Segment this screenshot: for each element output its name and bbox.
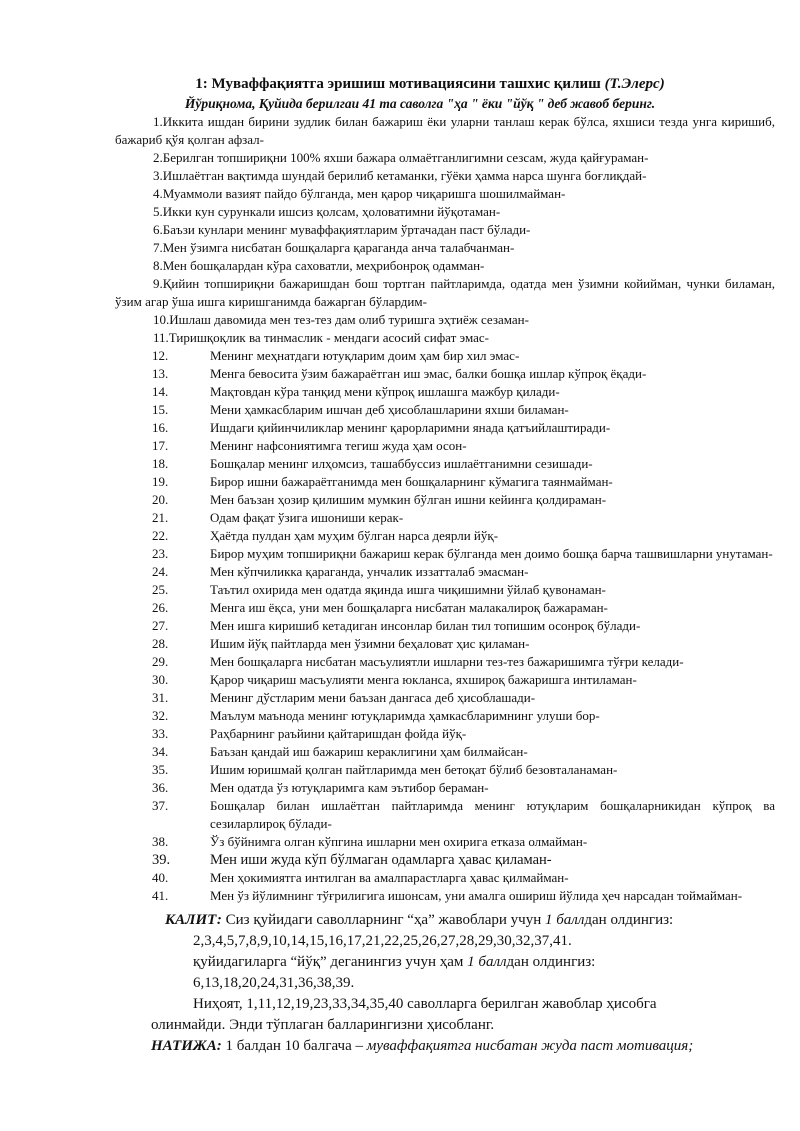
question-item <box>115 257 775 275</box>
question-item <box>115 167 775 185</box>
result-description: муваффақиятга нисбатан жуда паст мотивация; <box>366 1038 694 1054</box>
question-item <box>115 635 775 653</box>
question-text: Маълум маънода менинг ютуқларимда ҳамкасбларимнинг улуши бор- <box>210 708 600 723</box>
question-text: Раҳбарнинг раъйини қайтаришдан фойда йўқ- <box>210 726 467 741</box>
question-text: Ишлаш давомида мен тез-тез дам олиб туришга эҳтиёж сезаман- <box>169 312 529 327</box>
question-text: Менинг меҳнатдаги ютуқларим доим ҳам бир хил эмас- <box>210 348 520 363</box>
question-text: Мен ўзимга нисбатан бошқаларга қараганда анча талабчанман- <box>162 240 515 255</box>
question-number: 26. <box>152 600 169 615</box>
question-text: Бирор ишни бажараётганимда мен бошқаларнинг кўмагига таянмайман- <box>210 474 613 489</box>
question-text: Бирор муҳим топшириқни бажариш керак бўлганда мен доимо бошқа барча ташвишларни унутаман- <box>210 546 773 561</box>
question-item <box>115 743 775 761</box>
question-item <box>115 347 775 365</box>
question-item <box>115 851 775 869</box>
question-number: 7. <box>153 240 163 255</box>
key-line-3-tail: дан олдингиз: <box>506 954 596 970</box>
question-number: 27. <box>152 618 169 633</box>
question-number: 41. <box>152 888 169 903</box>
question-number: 24. <box>152 564 169 579</box>
question-text: Баъзи кунлари менинг муваффақиятларим ўртачадан паст бўлади- <box>162 222 531 237</box>
question-text: Мен одатда ўз ютуқларимга кам эътибор бераман- <box>210 780 489 795</box>
question-item <box>115 437 775 455</box>
question-item <box>115 707 775 725</box>
question-number: 18. <box>152 456 169 471</box>
question-text: Ўз бўйнимга олган кўпгина ишларни мен охирига етказа олмайман- <box>210 834 588 849</box>
question-item <box>115 311 775 329</box>
question-number: 16. <box>152 420 169 435</box>
question-text: Ишлаётган вақтимда шундай берилиб кетаманки, гўёки ҳамма нарса шунга боғлиқдай- <box>162 168 647 183</box>
key-line-1-score: 1 балл <box>545 912 585 928</box>
question-item <box>115 833 775 851</box>
question-number: 39. <box>152 852 171 868</box>
question-item <box>115 527 775 545</box>
key-line-3 <box>115 952 775 973</box>
question-list <box>115 113 775 905</box>
question-number: 31. <box>152 690 169 705</box>
key-line-1 <box>115 910 775 931</box>
question-item <box>115 563 775 581</box>
question-item <box>115 473 775 491</box>
question-text: Мен кўпчиликка қараганда, унчалик иззатталаб эмасман- <box>210 564 529 579</box>
question-number: 37. <box>152 798 169 813</box>
question-text: Мақтовдан кўра танқид мени кўпроқ ишлашга мажбур қилади- <box>210 384 560 399</box>
question-text: Иккита ишдан бирини зудлик билан бажариш ёки уларни танлаш керак бўлса, яхшиси тезда унга киришиб, бажариб қўя қолган афзал- <box>115 114 775 147</box>
question-text: Ҳаётда пулдан ҳам муҳим бўлган нарса деярли йўқ- <box>210 528 499 543</box>
question-text: Бошқалар билан ишлаётган пайтларимда менинг ютуқларим бошқаларникидан кўпроқ ва сезиларлироқ бўлади- <box>210 798 775 831</box>
key-line-1-tail: дан олдингиз: <box>584 912 674 928</box>
question-number: 30. <box>152 672 169 687</box>
question-number: 15. <box>152 402 169 417</box>
question-item <box>115 275 775 311</box>
question-item <box>115 545 775 563</box>
document-title <box>150 74 710 94</box>
question-text: Мен бошқалардан кўра саховатли, меҳрибонроқ одамман- <box>162 258 485 273</box>
question-item <box>115 797 775 833</box>
question-item <box>115 113 775 149</box>
question-number: 29. <box>152 654 169 669</box>
question-text: Ишим йўқ пайтларда мен ўзимни беҳаловат ҳис қиламан- <box>210 636 530 651</box>
question-text: Мен иши жуда кўп бўлмаган одамларга ҳавас қиламан- <box>210 852 552 868</box>
question-item <box>115 491 775 509</box>
key-line-3-text: қуйидагиларга “йўқ” деганингиз учун ҳам <box>193 954 468 970</box>
question-number: 19. <box>152 474 169 489</box>
question-text: Менинг нафсониятимга тегиш жуда ҳам осон- <box>210 438 467 453</box>
question-item <box>115 221 775 239</box>
question-text: Берилган топшириқни 100% яхши бажара олмаётганлигимни сезсам, жуда қайғураман- <box>162 150 649 165</box>
question-item <box>115 185 775 203</box>
question-text: Менинг дўстларим мени баъзан дангаса деб ҳисоблашади- <box>210 690 536 705</box>
instruction-subtitle: Йўриқнома, Қуйида берилгаи 41 та саволга "ҳа " ёки "йўқ " деб жавоб беринг. <box>184 96 656 111</box>
question-text: Тиришқоқлик ва тинмаслик - мендаги асосий сифат эмас- <box>168 330 489 345</box>
question-item <box>115 365 775 383</box>
key-label: КАЛИТ: <box>165 912 222 928</box>
question-text: Таътил охирида мен одатда яқинда ишга чиқишимни ўйлаб қувонаман- <box>210 582 606 597</box>
question-text: Мен ишга киришиб кетадиган инсонлар билан тил топишим осонроқ бўлади- <box>210 618 641 633</box>
question-text: Мени ҳамкасбларим ишчан деб ҳисоблашларини яхши биламан- <box>210 402 569 417</box>
question-item <box>115 329 775 347</box>
question-item <box>115 149 775 167</box>
question-item <box>115 617 775 635</box>
question-number: 8. <box>153 258 163 273</box>
question-number: 33. <box>152 726 169 741</box>
question-item <box>115 581 775 599</box>
question-text: Муаммоли вазият пайдо бўлганда, мен қарор чиқаришга шошилмайман- <box>162 186 566 201</box>
question-number: 34. <box>152 744 169 759</box>
question-item <box>115 419 775 437</box>
question-number: 25. <box>152 582 169 597</box>
question-item <box>115 761 775 779</box>
question-text: Менга иш ёқса, уни мен бошқаларга нисбатан малакалироқ бажараман- <box>210 600 608 615</box>
question-number: 38. <box>152 834 169 849</box>
question-number: 20. <box>152 492 169 507</box>
result-line <box>115 1036 775 1057</box>
key-line-5: Ниҳоят, 1,11,12,19,23,33,34,35,40 саволларга берилган жавоблар ҳисобга <box>193 996 657 1012</box>
question-item <box>115 455 775 473</box>
question-number: 3. <box>153 168 163 183</box>
question-text: Бошқалар менинг илҳомсиз, ташаббуссиз ишлаётганимни сезишади- <box>210 456 593 471</box>
question-number: 23. <box>152 546 169 561</box>
key-line-1-text: Сиз қуйидаги саволларнинг “ҳа” жавоблари учун <box>221 912 545 928</box>
question-item <box>115 599 775 617</box>
question-number: 21. <box>152 510 169 525</box>
key-line-6: олинмайди. Энди тўплаган балларингизни ҳисобланг. <box>151 1017 495 1033</box>
question-number: 35. <box>152 762 169 777</box>
title-text: 1: Муваффақиятга эришиш мотивациясини ташхис қилиш <box>195 76 605 92</box>
question-number: 14. <box>152 384 169 399</box>
question-item <box>115 401 775 419</box>
question-number: 28. <box>152 636 169 651</box>
key-no-list: 6,13,18,20,24,31,36,38,39. <box>193 975 355 991</box>
question-number: 36. <box>152 780 169 795</box>
question-text: Қарор чиқариш масъулияти менга юкланса, яхшироқ бажаришга интиламан- <box>210 672 637 687</box>
question-item <box>115 239 775 257</box>
question-text: Қийин топшириқни бажаришдан бош тортган пайтларимда, одатда мен ўзимни койийман, чунки биламан, ўзим агар ўша ишга киришганимда бажарган бўлардим- <box>115 276 775 309</box>
question-item <box>115 671 775 689</box>
question-item <box>115 689 775 707</box>
question-item <box>115 779 775 797</box>
question-number: 1. <box>153 114 163 129</box>
answer-key <box>115 910 775 1057</box>
question-item <box>115 383 775 401</box>
question-number: 11. <box>153 330 169 345</box>
key-line-3-score: 1 балл <box>467 954 507 970</box>
question-text: Мен ўз йўлимнинг тўғрилигига ишонсам, уни амалга ошириш йўлида ҳеч нарсадан тоймайман- <box>210 888 743 903</box>
question-number: 5. <box>153 204 163 219</box>
question-text: Мен баъзан ҳозир қилишим мумкин бўлган ишни кейинга қолдираман- <box>210 492 607 507</box>
question-text: Менга бевосита ўзим бажараётган иш эмас, балки бошқа ишлар кўпроқ ёқади- <box>210 366 647 381</box>
question-item <box>115 725 775 743</box>
question-text: Икки кун сурункали ишсиз қолсам, ҳоловатимни йўқотаман- <box>162 204 501 219</box>
question-number: 2. <box>153 150 163 165</box>
question-number: 10. <box>153 312 170 327</box>
question-number: 13. <box>152 366 169 381</box>
question-text: Ишим юришмай қолган пайтларимда мен бетоқат бўлиб безовталанаман- <box>210 762 618 777</box>
question-item <box>115 887 775 905</box>
question-item <box>115 203 775 221</box>
question-number: 6. <box>153 222 163 237</box>
result-label: НАТИЖА: <box>151 1038 222 1054</box>
result-text: 1 балдан 10 балгача – <box>221 1038 367 1054</box>
key-yes-list: 2,3,4,5,7,8,9,10,14,15,16,17,21,22,25,26,27,28,29,30,32,37,41. <box>193 933 572 949</box>
question-number: 40. <box>152 870 169 885</box>
question-text: Мен ҳокимиятга интилган ва амалпарастларга ҳавас қилмайман- <box>210 870 569 885</box>
question-text: Одам фақат ўзига ишониши керак- <box>210 510 404 525</box>
question-text: Ишдаги қийинчиликлар менинг қарорларимни янада қатъийлаштиради- <box>210 420 611 435</box>
question-item <box>115 869 775 887</box>
question-number: 22. <box>152 528 169 543</box>
question-number: 9. <box>153 276 163 291</box>
question-number: 17. <box>152 438 169 453</box>
question-number: 32. <box>152 708 169 723</box>
title-author: (Т.Элерс) <box>604 76 665 92</box>
question-item <box>115 653 775 671</box>
question-number: 12. <box>152 348 169 363</box>
question-text: Баъзан қандай иш бажариш кераклигини ҳам билмайсан- <box>210 744 528 759</box>
question-text: Мен бошқаларга нисбатан масъулиятли ишларни тез-тез бажаришимга тўғри келади- <box>210 654 684 669</box>
question-item <box>115 509 775 527</box>
question-number: 4. <box>153 186 163 201</box>
